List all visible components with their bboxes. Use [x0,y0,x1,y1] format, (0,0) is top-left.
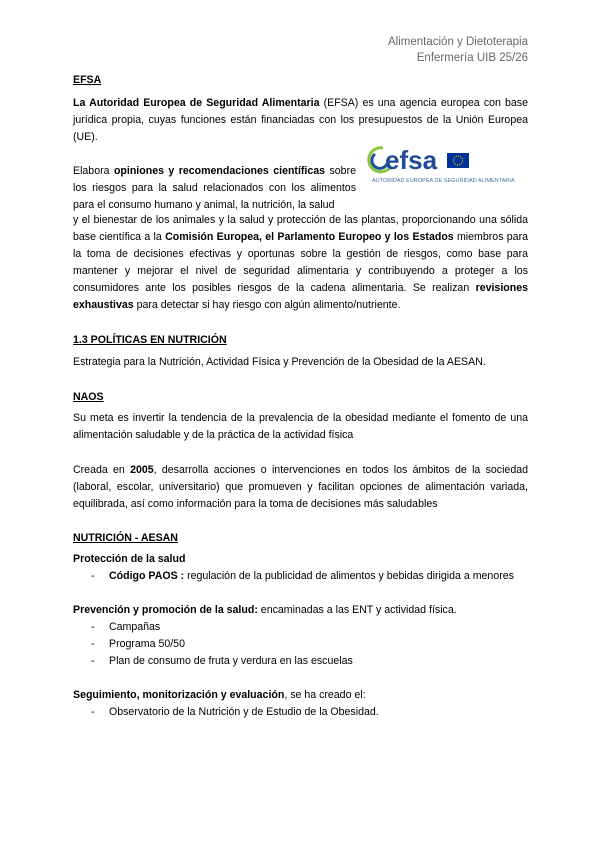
logo-wordmark: efsa [385,145,438,175]
aesan-section-3: Seguimiento, monitorización y evaluación, se ha creado el: - Observatorio de la Nutrición y de Estudio de la Obesidad. [73,687,528,721]
list-item: - Código PAOS : regulación de la publicidad de alimentos y bebidas dirigida a menores [91,570,514,582]
page-header [388,34,528,66]
naos-paragraph-2: Creada en 2005, desarrolla acciones o intervenciones en todos los ámbitos de la sociedad (laboral, escolar, universitario) que promueven y facilitan opciones de alimentación variada, equilibrada, así como información para la toma de decisiones más saludables [73,464,528,510]
section-title: Prevención y promoción de la salud: [73,604,258,616]
politicas-heading: 1.3 POLÍTICAS EN NUTRICIÓN [73,334,227,346]
section-title: Protección de la salud [73,553,186,565]
efsa-logo-subtitle: AUTORIDAD EUROPEA DE SEGURIDAD ALIMENTARIA [372,178,515,184]
efsa-paragraph-2: y el bienestar de los animales y la salud y protección de las plantas, proporcionando una sólida base científica a la Comisión Europea, el Parlamento Europeo y los Estados miembros para la toma de decisiones efectivas y oportunas sobre la gestión de riesgos, como base para mantener y mejorar el nivel de seguridad alimentaria y contribuyendo a proteger a los consumidores ante los posibles riesgos de la cadena alimentaria. Se realizan revisiones exhaustivas para detectar si hay riesgo con algún alimento/nutriente. [73,214,528,311]
header-institution: Enfermería UIB 25/26 [416,52,528,64]
aesan-section-1 [73,551,528,585]
aesan-heading: NUTRICIÓN - AESAN [73,532,178,544]
efsa-heading: EFSA [73,74,102,86]
section-title: Seguimiento, monitorización y evaluación [73,689,285,701]
list-item: - Programa 50/50 [91,638,185,650]
naos-paragraph-1: Su meta es invertir la tendencia de la prevalencia de la obesidad mediante el fomento de una alimentación saludable y de la práctica de la actividad física [73,412,528,441]
list-item: - Observatorio de la Nutrición y de Estudio de la Obesidad. [91,706,379,718]
naos-heading: NAOS [73,391,104,403]
efsa-paragraph-2-wrap: Elabora opiniones y recomendaciones científicas sobre los riesgos para la salud relacionados con los alimentos para el consumo humano y animal, la nutrición, la salud [73,165,356,211]
aesan-section-2: Prevención y promoción de la salud: encaminadas a las ENT y actividad física. - Campañas - Programa 50/50 - Plan de consumo de fruta y verdura en las escuelas [73,602,528,670]
list-item: - Plan de consumo de fruta y verdura en las escuelas [91,655,353,667]
list-item: - Campañas [91,621,161,633]
efsa-paragraph-1: La Autoridad Europea de Seguridad Alimentaria (EFSA) es una agencia europea con base jurídica propia, cuyas funciones están financiadas con los presupuestos de la Unión Europea (UE). [73,97,529,143]
header-course: Alimentación y Dietoterapia [388,36,528,48]
politicas-text: Estrategia para la Nutrición, Actividad Física y Prevención de la Obesidad de la AESAN. [73,356,486,368]
